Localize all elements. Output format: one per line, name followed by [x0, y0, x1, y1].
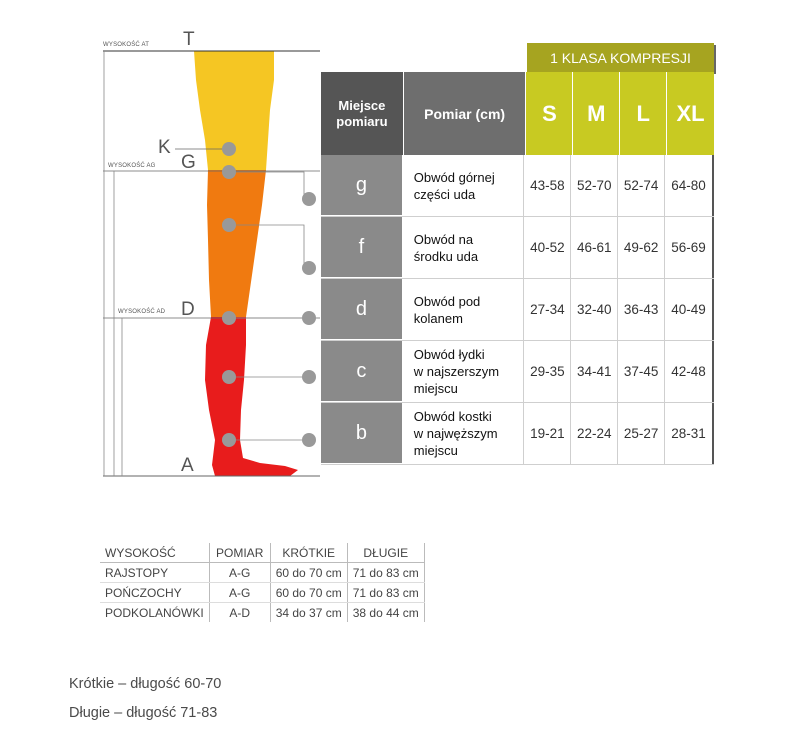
- measure-line: Obwód górnej: [413, 169, 495, 185]
- length-cell: PODKOLANÓWKI: [105, 605, 204, 620]
- length-cell: 71 do 83 cm: [347, 583, 424, 603]
- size-value-cell: 56-69: [665, 217, 714, 278]
- table-row: [321, 403, 714, 465]
- size-value-cell: 22-24: [571, 403, 618, 464]
- length-cell: 71 do 83 cm: [347, 563, 424, 583]
- measure-cell: [403, 217, 525, 278]
- length-cell: A-G: [209, 583, 270, 603]
- length-header: DŁUGIE: [347, 543, 424, 563]
- table-row: [100, 603, 424, 623]
- header-measure: Pomiar (cm): [404, 72, 527, 155]
- measure-line: Obwód kostki: [413, 409, 492, 424]
- size-value-cell: 27-34: [524, 279, 571, 340]
- size-value-cell: 52-74: [618, 155, 665, 216]
- header-place: Miejsce pomiaru: [321, 72, 404, 155]
- size-value-cell: 28-31: [665, 403, 714, 464]
- marker-f: [222, 218, 236, 232]
- measure-line: miejscu: [413, 443, 458, 458]
- measure-line: miejscu: [413, 381, 458, 396]
- table-row: [100, 563, 424, 583]
- table-row: [100, 583, 424, 603]
- size-value-cell: 19-21: [524, 403, 571, 464]
- length-cell: 60 do 70 cm: [270, 583, 347, 603]
- measure-cell: [403, 279, 525, 340]
- header-size-s: S: [526, 72, 573, 155]
- label-height-at: WYSOKOŚĆ AT: [103, 42, 150, 48]
- size-value-cell: 32-40: [571, 279, 618, 340]
- table-row: [321, 155, 714, 217]
- table-row: [321, 217, 714, 279]
- measure-line: Obwód na: [413, 231, 474, 247]
- measure-line: w najszerszym: [413, 364, 500, 379]
- marker-b: [222, 433, 236, 447]
- measure-line: części uda: [413, 186, 476, 202]
- measure-line: środku uda: [413, 248, 479, 264]
- length-cell: 34 do 37 cm: [270, 603, 347, 623]
- length-cell: 60 do 70 cm: [270, 563, 347, 583]
- measure-line: Obwód łydki: [413, 347, 485, 362]
- size-value-cell: 34-41: [571, 341, 618, 402]
- marker-c: [222, 370, 236, 384]
- letter-a: A: [181, 455, 194, 476]
- length-cell: A-D: [209, 603, 270, 623]
- compression-class-header: 1 KLASA KOMPRESJI: [527, 43, 714, 72]
- marker-g: [222, 165, 236, 179]
- size-value-cell: 49-62: [618, 217, 665, 278]
- measure-line: w najwęższym: [413, 426, 498, 441]
- measure-cell: [403, 403, 525, 464]
- table-row: [321, 279, 714, 341]
- note-short: Krótkie – długość 60-70: [69, 676, 222, 692]
- length-header: POMIAR: [209, 543, 270, 563]
- leg-calf: [205, 317, 298, 476]
- size-value-cell: 37-45: [618, 341, 665, 402]
- place-cell: d: [321, 279, 403, 340]
- size-value-cell: 64-80: [665, 155, 714, 216]
- letter-d: D: [181, 299, 195, 320]
- letter-k: K: [158, 137, 171, 158]
- size-table: [321, 43, 714, 464]
- length-cell: 38 do 44 cm: [347, 603, 424, 623]
- label-height-ad: WYSOKOŚĆ AD: [118, 309, 166, 315]
- size-value-cell: 46-61: [571, 217, 618, 278]
- measure-cell: [403, 155, 525, 216]
- measure-cell: [403, 341, 525, 402]
- leg-thigh-mid: [207, 170, 266, 317]
- place-cell: c: [321, 341, 403, 402]
- place-cell: b: [321, 403, 403, 464]
- note-long: Długie – długość 71-83: [69, 705, 218, 721]
- marker-d: [222, 311, 236, 325]
- label-height-ag: WYSOKOŚĆ AG: [108, 163, 156, 169]
- length-cell: A-G: [209, 563, 270, 583]
- size-value-cell: 52-70: [571, 155, 618, 216]
- length-table: [100, 543, 425, 622]
- marker-k: [222, 142, 236, 156]
- length-cell: RAJSTOPY: [100, 563, 209, 583]
- length-header: KRÓTKIE: [270, 543, 347, 563]
- size-value-cell: 36-43: [618, 279, 665, 340]
- letter-g: G: [181, 152, 196, 173]
- size-value-cell: 43-58: [524, 155, 571, 216]
- size-value-cell: 42-48: [665, 341, 714, 402]
- size-value-cell: 25-27: [618, 403, 665, 464]
- table-row: [321, 341, 714, 403]
- measure-line: kolanem: [413, 310, 463, 326]
- length-header: WYSOKOŚĆ: [100, 543, 209, 563]
- size-value-cell: 40-49: [665, 279, 714, 340]
- header-size-m: M: [573, 72, 620, 155]
- length-cell: POŃCZOCHY: [100, 583, 209, 603]
- size-value-cell: 40-52: [524, 217, 571, 278]
- measure-line: Obwód pod: [413, 293, 481, 309]
- header-size-xl: XL: [667, 72, 714, 155]
- header-size-l: L: [620, 72, 667, 155]
- size-table-header: [321, 72, 714, 155]
- size-value-cell: 29-35: [524, 341, 571, 402]
- place-cell: g: [321, 155, 403, 216]
- letter-t: T: [183, 29, 195, 50]
- place-cell: f: [321, 217, 403, 278]
